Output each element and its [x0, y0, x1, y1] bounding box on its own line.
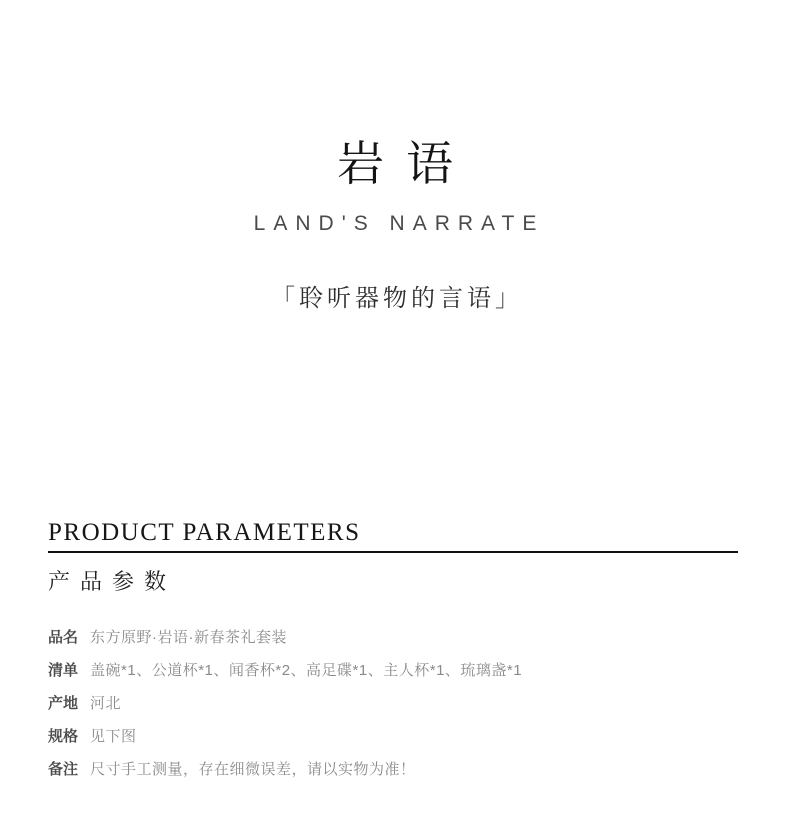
brand-subtitle: LAND'S NARRATE — [253, 212, 545, 235]
param-row-contents — [48, 654, 738, 687]
section-heading-chinese: 产品参数 — [48, 569, 177, 594]
param-row-product-name — [48, 621, 738, 654]
section-heading-english: PRODUCT PARAMETERS — [48, 519, 361, 546]
param-value: 尺寸手工测量，存在细微误差，请以实物为准！ — [90, 761, 416, 778]
param-label: 产地 — [48, 695, 79, 712]
param-label: 规格 — [48, 728, 79, 745]
param-label: 清单 — [48, 662, 79, 679]
param-label: 备注 — [48, 761, 79, 778]
brand-tagline-quote: 「聆听器物的言语」 — [271, 286, 523, 312]
param-value: 河北 — [90, 695, 122, 712]
param-value: 盖碗*1、公道杯*1、闻香杯*2、高足碟*1、主人杯*1、琉璃盏*1 — [90, 662, 523, 679]
param-row-remarks — [48, 753, 738, 786]
section-divider-line — [48, 551, 738, 553]
brand-title: 岩语 — [337, 139, 475, 191]
param-label: 品名 — [48, 629, 79, 646]
param-row-origin — [48, 687, 738, 720]
param-value: 见下图 — [90, 728, 137, 745]
parameters-list — [48, 621, 738, 786]
param-row-specification — [48, 720, 738, 753]
param-value: 东方原野·岩语·新春茶礼套装 — [90, 629, 288, 646]
product-parameters-section — [48, 518, 738, 786]
